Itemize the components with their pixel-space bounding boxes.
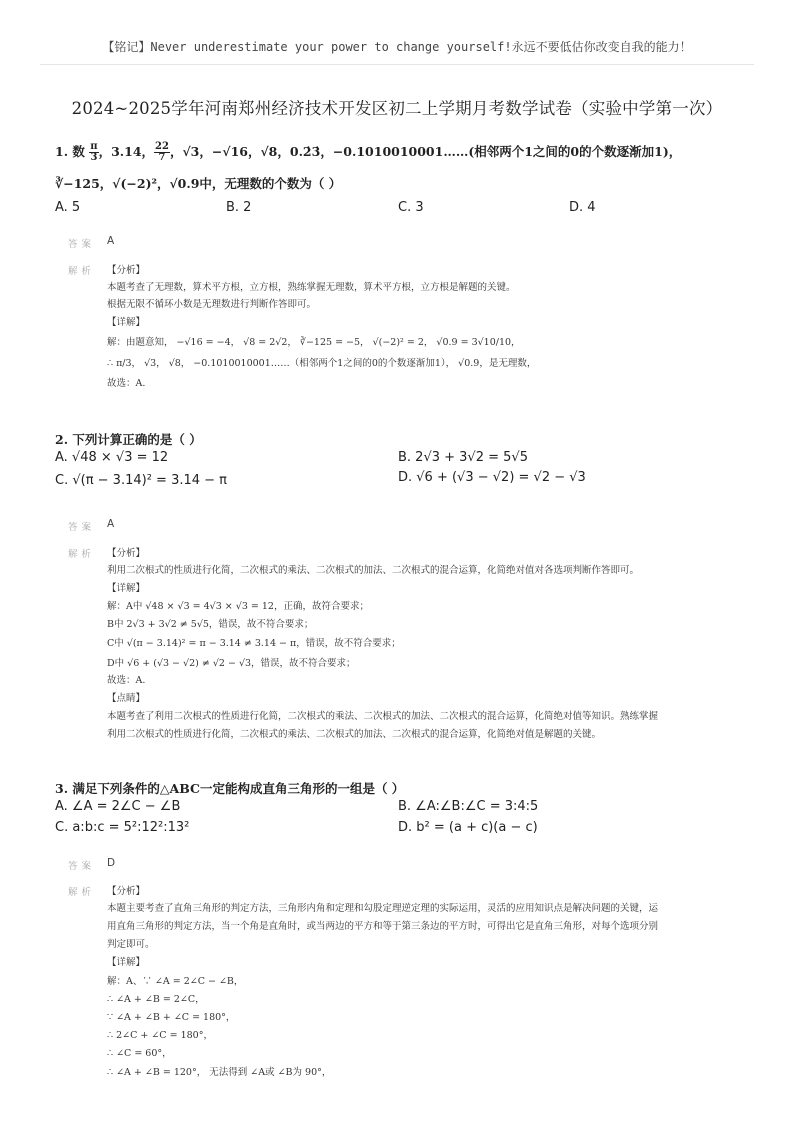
question-3-option-d: D. b² = (a + c)(a − c) [398, 820, 538, 835]
question-1-option-c: C. 3 [398, 200, 424, 215]
solution-line: 判定即可。 [107, 939, 155, 950]
question-2-option-b: B. 2√3 + 3√2 = 5√5 [398, 450, 528, 465]
solution-line: ∴ 2∠C + ∠C = 180°， [107, 1030, 213, 1041]
solution-line: 【分析】 [107, 548, 146, 559]
solution-line: 【详解】 [107, 957, 146, 968]
solution-line: 解：A中 √48 × √3 = 4√3 × √3 = 12，正确，故符合要求； [107, 601, 369, 612]
solution-line: 【详解】 [107, 583, 146, 594]
fraction-numerator: π [90, 141, 98, 152]
fraction-22-over-7 [154, 142, 170, 163]
solution-line: ∴ ∠C = 60°， [107, 1048, 172, 1059]
question-3-option-a: A. ∠A = 2∠C − ∠B [55, 799, 181, 814]
solution-line: 本题考查了无理数，算术平方根，立方根，熟练掌握无理数，算术平方根，立方根是解题的关键。 [107, 282, 516, 293]
question-1-option-b: B. 2 [226, 200, 252, 215]
question-1-option-d: D. 4 [569, 200, 596, 215]
solution-line: 【分析】 [107, 265, 146, 276]
solution-line: 故选：A. [107, 378, 146, 389]
fraction-denominator: 3 [90, 152, 98, 163]
analysis-label: 解析 [68, 266, 96, 277]
question-1-value: ，3.14， [98, 144, 155, 159]
solution-line: ∵ ∠A + ∠B + ∠C = 180°， [107, 1012, 236, 1023]
solution-line: 解：A、∵ ∠A = 2∠C − ∠B， [107, 976, 244, 987]
question-1-option-a: A. 5 [55, 200, 81, 215]
question-1-stem [55, 142, 681, 163]
solution-line: 【点睛】 [107, 693, 146, 704]
answer-label: 答案 [68, 239, 96, 250]
analysis-label: 解析 [68, 549, 96, 560]
solution-line: ∴ ∠A + ∠B = 120°， 无法得到 ∠A或 ∠B为 90°， [107, 1067, 332, 1078]
answer-label: 答案 [68, 861, 96, 872]
question-3-option-c: C. a:b:c = 5²:12²:13² [55, 820, 190, 835]
question-3-stem: 3. 满足下列条件的△ABC一定能构成直角三角形的一组是（ ） [55, 781, 405, 796]
solution-line: 利用二次根式的性质进行化简，二次根式的乘法、二次根式的加法、二次根式的混合运算，化简绝对值对各选项判断作答即可。 [107, 565, 640, 576]
solution-line: 根据无限不循环小数是无理数进行判断作答即可。 [107, 299, 317, 310]
solution-line: 【分析】 [107, 886, 146, 897]
fraction-pi-over-3 [89, 142, 98, 163]
question-2-solution [107, 545, 747, 745]
question-2-stem: 2. 下列计算正确的是（ ） [55, 432, 202, 447]
solution-line: 本题考查了利用二次根式的性质进行化简，二次根式的乘法、二次根式的加法、二次根式的混合运算，化简绝对值等知识。熟练掌握 [107, 711, 659, 722]
solution-line: 故选：A. [107, 675, 146, 686]
question-1-stem-line2: ∛−125，√(−2)²，√0.9中，无理数的个数为（ ） [55, 176, 342, 191]
solution-line: C中 √(π − 3.14)² = π − 3.14 ≠ 3.14 − π，错误，故不符合要求； [107, 638, 401, 649]
header-divider [40, 64, 754, 65]
question-2-option-c: C. √(π − 3.14)² = 3.14 − π [55, 473, 227, 488]
question-3-answer: D [107, 857, 116, 869]
solution-line: D中 √6 + (√3 − √2) ≠ √2 − √3，错误，故不符合要求； [107, 658, 356, 669]
question-2-option-a: A. √48 × √3 = 12 [55, 450, 169, 465]
question-2-answer: A [107, 518, 115, 530]
question-1-prefix: 1. 数 [55, 144, 85, 159]
answer-label: 答案 [68, 522, 96, 533]
solution-line: B中 2√3 + 3√2 ≠ 5√5，错误，故不符合要求； [107, 619, 314, 630]
page-title: 2024~2025学年河南郑州经济技术开发区初二上学期月考数学试卷（实验中学第一次） [71, 99, 723, 118]
fraction-denominator: 7 [158, 152, 166, 163]
solution-line: 本题主要考查了直角三角形的判定方法，三角形内角和定理和勾股定理逆定理的实际运用，灵活的应用知识点是解决问题的关键，运 [107, 903, 659, 914]
fraction-numerator: 22 [155, 141, 169, 152]
solution-line: ∴ π/3， √3， √8， −0.1010010001……（相邻两个1之间的0的个数逐渐加1）， √0.9，是无理数， [107, 358, 537, 369]
question-1-solution [107, 262, 747, 392]
solution-line: 解：由题意知， −√16 = −4， √8 = 2√2， ∛−125 = −5， √(−2)² = 2， √0.9 = 3√10/10， [107, 337, 521, 348]
header-motto: 【铭记】Never underestimate your power to change yourself!永远不要低估你改变自我的能力！ [102, 40, 692, 54]
question-3-option-b: B. ∠A:∠B:∠C = 3:4:5 [398, 799, 539, 814]
analysis-label: 解析 [68, 887, 96, 898]
solution-line: 用直角三角形的判定方法，当一个角是直角时，或当两边的平方和等于第三条边的平方时，可得出它是直角三角形，对每个选项分别 [107, 921, 659, 932]
question-2-option-d: D. √6 + (√3 − √2) = √2 − √3 [398, 470, 586, 485]
question-3-solution [107, 883, 747, 1083]
solution-line: 利用二次根式的性质进行化简，二次根式的乘法、二次根式的加法、二次根式的混合运算，化简绝对值是解题的关键。 [107, 729, 602, 740]
solution-line: ∴ ∠A + ∠B = 2∠C， [107, 994, 205, 1005]
solution-line: 【详解】 [107, 317, 146, 328]
question-1-answer: A [107, 235, 115, 247]
question-1-rest: ，√3，−√16，√8，0.2̇3̇，−0.1010010001……(相邻两个1之间的0的个数逐渐加1)， [169, 144, 682, 159]
